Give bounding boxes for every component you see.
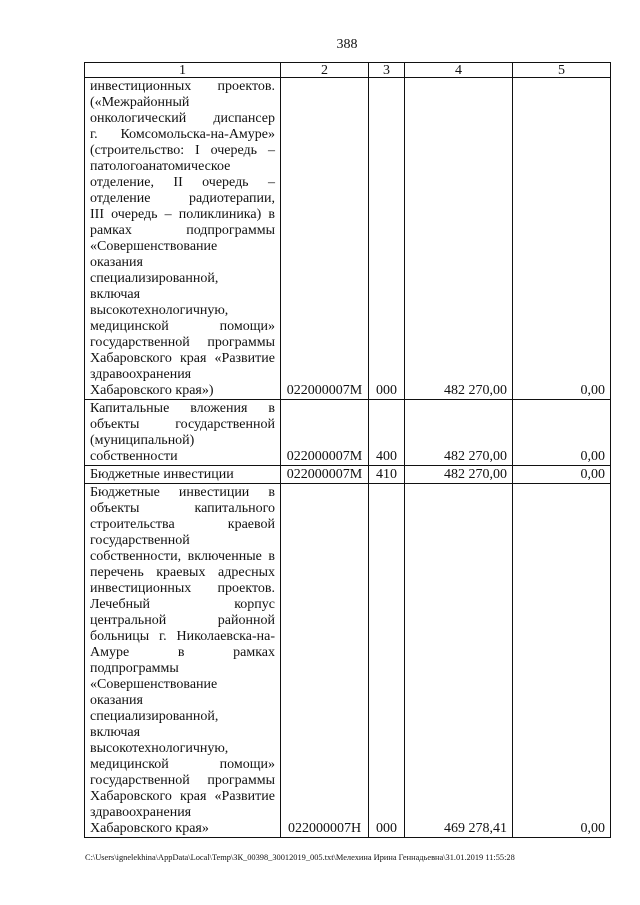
- description-line: собственности, включенные в: [90, 549, 275, 564]
- column-header-4: 4: [405, 63, 513, 78]
- cell-c2: 022000007М: [281, 78, 369, 400]
- description-line: «Совершенствование: [90, 677, 218, 692]
- description-line: Лечебный корпус: [90, 597, 275, 612]
- description-line: патологоанатомическое: [90, 159, 231, 174]
- description-line: Хабаровского края «Развитие: [90, 351, 275, 366]
- cell-description: [85, 400, 281, 466]
- page-number: 388: [336, 37, 358, 52]
- description-line: перечень краевых адресных: [90, 565, 275, 580]
- file-path-footer: C:\Users\ignelekhina\AppData\Local\Temp\ЗК_00398_30012019_005.txt\Мелехина Ирина Геннадьевна\31.01.2019 11:55:28: [85, 853, 515, 862]
- table-row: [85, 466, 611, 484]
- cell-c3: 000: [369, 484, 405, 838]
- description-line: объекты государственной: [90, 417, 275, 432]
- description-line: Бюджетные инвестиции: [90, 467, 234, 482]
- description-line: рамках подпрограммы: [90, 223, 275, 238]
- cell-c5: 0,00: [513, 78, 611, 400]
- cell-c5: 0,00: [513, 466, 611, 484]
- cell-c5: 0,00: [513, 400, 611, 466]
- column-header-2: 2: [281, 63, 369, 78]
- description-line: больницы г. Николаевска-на-: [90, 629, 275, 644]
- description-line: государственной: [90, 533, 190, 548]
- description-line: инвестиционных проектов.: [90, 581, 275, 596]
- cell-c3: 000: [369, 78, 405, 400]
- description-line: оказания: [90, 693, 143, 708]
- description-line: г. Комсомольска-на-Амуре»: [90, 127, 275, 142]
- description-line: отделение радиотерапии,: [90, 191, 275, 206]
- description-line: «Совершенствование: [90, 239, 218, 254]
- cell-description: [85, 466, 281, 484]
- description-line: собственности: [90, 449, 178, 464]
- description-line: (строительство: I очередь –: [90, 143, 275, 158]
- table-header-row: [85, 63, 611, 78]
- description-line: подпрограммы: [90, 661, 179, 676]
- description-line: высокотехнологичную,: [90, 303, 229, 318]
- description-line: объекты капитального: [90, 501, 275, 516]
- description-line: оказания: [90, 255, 143, 270]
- cell-c3: 410: [369, 466, 405, 484]
- description-line: здравоохранения: [90, 805, 192, 820]
- description-line: государственной программы: [90, 335, 275, 350]
- description-line: Бюджетные инвестиции в: [90, 485, 275, 500]
- cell-c2: 022000007М: [281, 466, 369, 484]
- cell-c4: 482 270,00: [405, 400, 513, 466]
- description-line: Капитальные вложения в: [90, 401, 275, 416]
- description-line: государственной программы: [90, 773, 275, 788]
- description-line: Хабаровского края»): [90, 383, 214, 398]
- cell-c4: 482 270,00: [405, 78, 513, 400]
- description-line: специализированной,: [90, 709, 219, 724]
- description-line: отделение, II очередь –: [90, 175, 275, 190]
- cell-description: [85, 484, 281, 838]
- description-line: онкологический диспансер: [90, 111, 275, 126]
- description-line: здравоохранения: [90, 367, 192, 382]
- column-header-1: 1: [85, 63, 281, 78]
- cell-c3: 400: [369, 400, 405, 466]
- description-line: Хабаровского края»: [90, 821, 209, 836]
- description-line: высокотехнологичную,: [90, 741, 229, 756]
- column-header-3: 3: [369, 63, 405, 78]
- description-line: (муниципальной): [90, 433, 195, 448]
- description-line: специализированной,: [90, 271, 219, 286]
- description-line: центральной районной: [90, 613, 275, 628]
- cell-description: [85, 78, 281, 400]
- table-row: [85, 400, 611, 466]
- description-line: инвестиционных проектов.: [90, 79, 275, 94]
- description-line: III очередь – поликлиника) в: [90, 207, 275, 222]
- description-line: Амуре в рамках: [90, 645, 275, 660]
- cell-c4: 469 278,41: [405, 484, 513, 838]
- description-line: включая: [90, 725, 141, 740]
- cell-c5: 0,00: [513, 484, 611, 838]
- column-header-5: 5: [513, 63, 611, 78]
- description-line: медицинской помощи»: [90, 757, 275, 772]
- description-line: Хабаровского края «Развитие: [90, 789, 275, 804]
- description-line: строительства краевой: [90, 517, 275, 532]
- budget-table: [84, 62, 611, 838]
- table-row: [85, 484, 611, 838]
- description-line: («Межрайонный: [90, 95, 190, 110]
- table-row: [85, 78, 611, 400]
- table-body: [85, 78, 611, 838]
- description-line: включая: [90, 287, 141, 302]
- cell-c2: 022000007М: [281, 400, 369, 466]
- cell-c4: 482 270,00: [405, 466, 513, 484]
- cell-c2: 022000007Н: [281, 484, 369, 838]
- description-line: медицинской помощи»: [90, 319, 275, 334]
